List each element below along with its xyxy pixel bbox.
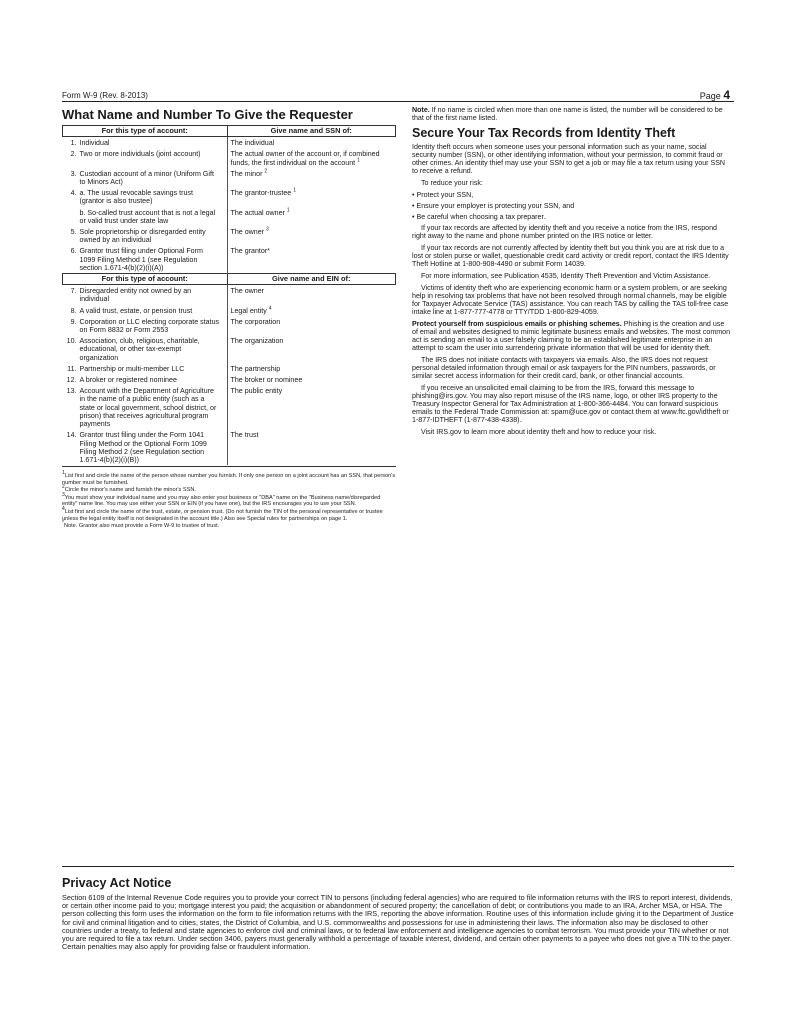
footnote-mark: 2 [62,484,65,491]
row-number: 2. [70,150,77,159]
footnote-ref: 1 [357,157,360,164]
form-label: Form W-9 (Rev. 8-2013) [62,91,148,100]
footnote [62,520,396,530]
footnote-ref: 4 [268,305,272,312]
row-number: 8. [70,306,77,315]
phishing-heading: Protect yourself from suspicious emails or phishing schemes. [412,320,622,328]
give-name-text: The broker or nominee [230,376,303,385]
footnote-ref: 1 [286,207,290,214]
id-theft-p2: To reduce your risk: [421,179,483,187]
account-type-text: Custodian account of a minor (Uniform Gift to Minors Act) [79,169,214,187]
table-row [63,285,396,305]
give-name-cell [227,385,396,429]
ein-table-body [63,285,396,465]
footnote-ref: 3 [266,226,269,233]
table-row [63,385,396,429]
risk-bullet-list [412,191,732,221]
account-type-cell [63,168,228,187]
give-name-cell [227,226,396,245]
account-type-text: A valid trust, estate, or pension trust [79,306,193,315]
table-row [63,429,396,465]
phishing-text: Phishing is the creation and use of email and websites designed to mimic legitimate business emails and websites. The most common act is sending an email to a user falsely claiming to be an established legitimate enterprise in an attempt to scam the user into surrendering private information that will be used for identity theft. [412,320,731,352]
ssn-table-body [63,137,396,274]
account-type-text: a. The usual revocable savings trust (grantor is also trustee) [79,189,193,206]
table-row [63,305,396,316]
give-name-text: The organization [230,337,284,346]
give-name-cell [227,207,396,226]
privacy-rule [62,866,734,867]
ssn-col-account-header: For this type of account: [63,126,228,137]
account-type-text: Grantor trust filing under the Form 1041 Filing Method or the Optional Form 1099 Filing Method 2 (see Regulation section 1.671-4(b)(2)(i)(B)) [79,431,207,464]
page-number: 4 [723,88,730,102]
bullet-text: Protect your SSN, [416,191,474,199]
footnote-text: List first and circle the name of the trust, estate, or pension trust. (Do not furnish the TIN of the personal representative or trustee unless the legal entity itself is not designated in the account title.) Also see Special rules for partnerships on page 1. [62,509,383,522]
give-name-cell [227,316,396,335]
account-type-text: Individual [79,139,110,148]
id-theft-p10: Visit IRS.gov to learn more about identity theft and how to reduce your risk. [421,428,657,436]
account-type-cell [63,207,228,226]
identity-theft-title: Secure Your Tax Records from Identity Theft [412,126,676,140]
account-type-cell [63,245,228,273]
footnote [62,484,396,494]
footnote-text: You must show your individual name and you may also enter your business or "DBA" name on the "Business name/disregarded entity" name line. You may use either your SSN or EIN (if you have one), but the IRS encourages you to use your SSN. [62,494,381,508]
footnotes [62,470,396,530]
table-row [63,187,396,206]
footnote-text: Note. Grantor also must provide a Form W-9 to trustee of trust. [63,523,220,530]
ein-col-account-header: For this type of account: [63,274,228,285]
give-name-text: The grantor-trustee [230,189,292,198]
give-name-text: The actual owner of the account or, if combined funds, the first individual on the account [230,150,380,167]
row-number: 10. [66,337,77,346]
table-row [63,245,396,273]
give-name-cell [227,429,396,465]
account-type-text: Disregarded entity not owned by an individual [79,287,192,304]
account-type-cell [63,335,228,363]
give-name-text: The public entity [230,387,283,396]
give-name-cell [227,168,396,187]
account-type-text: Corporation or LLC electing corporate status on Form 8832 or Form 2553 [79,317,220,335]
account-type-text: b. So-called trust account that is not a legal or valid trust under state law [79,208,216,225]
give-name-text: The corporation [230,317,281,326]
privacy-text: Section 6109 of the Internal Revenue Code requires you to provide your correct TIN to persons (including federal agencies) who are required to file information returns with the IRS to report interest, dividends, or certain other income paid to you; mortgage interest you paid; the acquisition or abandonment of secured property; the cancellation of debt; or contributions you made to an IRA, Archer MSA, or HSA. The person collecting this form uses the information on the form to file information returns with the IRS, reporting the above information. Routine uses of this information include giving it to the Department of Justice for civil and criminal litigation and to cities, states, the District of Columbia, and U.S. commonwealths and possessions for use in administering their laws. The information also may be disclosed to other countries under a treaty, to federal and state agencies to enforce civil and criminal laws, or to federal law enforcement and intelligence agencies to combat terrorism. You must provide your TIN whether or not you are required to file a tax return. Under section 3406, payers must generally withhold a percentage of taxable interest, dividend, and certain other payments to a payee who does not give a TIN to the payer. Certain penalties may also apply for providing false or fraudulent information. [62,893,734,952]
note-paragraph: Note. If no name is circled when more than one name is listed, the number will be considered to be that of the first name listed. [412,106,723,122]
account-type-text: Two or more individuals (joint account) [79,150,201,159]
row-number: 5. [70,228,77,237]
account-type-text: A broker or registered nominee [79,376,177,385]
give-name-text: The partnership [230,364,281,373]
bullet-text: Ensure your employer is protecting your SSN, and [416,202,575,210]
give-name-cell [227,305,396,316]
id-theft-p5: For more information, see Publication 4535, Identity Theft Prevention and Victim Assistance. [421,272,711,280]
row-number: 3. [70,169,77,178]
table-row [63,363,396,374]
give-name-cell [227,245,396,273]
give-name-text: The individual [230,139,275,148]
give-name-cell [227,285,396,305]
account-type-cell [63,316,228,335]
give-name-cell [227,148,396,167]
bullet-icon: • [412,213,417,221]
footnote-ref: 2 [264,168,268,175]
bullet-icon: • [412,202,417,210]
row-number: 9. [70,317,77,326]
right-column [412,106,732,440]
id-theft-p8: The IRS does not initiate contacts with taxpayers via emails. Also, the IRS does not request personal detailed information through email or ask taxpayers for the PIN numbers, passwords, or similar secret access information for their credit card, bank, or other financial accounts. [412,356,716,380]
give-name-cell [227,335,396,363]
table-row [63,316,396,335]
row-number: 11. [67,364,77,373]
footnote-mark: 1 [62,470,65,477]
bullet-item [412,213,732,221]
row-number: 6. [70,247,77,256]
row-number: 4. [70,189,77,198]
footnote-mark: * [62,520,64,527]
bullet-text: Be careful when choosing a tax preparer. [416,213,546,221]
account-type-text: Partnership or multi-member LLC [79,364,185,373]
account-type-cell [63,429,228,465]
left-column [62,103,396,531]
footnote [62,506,396,522]
account-type-cell [63,285,228,305]
account-type-text: Association, club, religious, charitable, educational, or other tax-exempt organization [79,337,200,362]
table-row [63,335,396,363]
row-number: 13. [66,387,77,396]
note-text: If no name is circled when more than one name is listed, the number will be considered to be that of the first name listed. [412,106,723,122]
account-type-cell [63,363,228,374]
table-bottom-rule [62,466,396,467]
give-name-text: The minor [230,169,263,178]
give-name-cell [227,187,396,206]
give-name-text: Legal entity [230,306,267,315]
footnote-ref: 1 [293,187,296,194]
ssn-table [62,125,396,465]
ein-col-give-header: Give name and EIN of: [227,274,396,285]
give-name-cell [227,363,396,374]
page-indicator [700,88,730,102]
give-name-cell [227,137,396,149]
page-word: Page [699,91,721,101]
privacy-title: Privacy Act Notice [62,876,172,890]
bullet-item [412,202,732,210]
give-name-text: The grantor* [230,247,270,256]
give-name-cell [227,374,396,385]
privacy-section [62,876,734,951]
give-name-text: The actual owner [230,208,285,217]
footnote [62,492,396,508]
account-type-text: Sole proprietorship or disregarded entity owned by an individual [79,228,206,245]
row-number: 12. [66,376,77,385]
id-theft-p3: If your tax records are affected by identity theft and you receive a notice from the IRS, respond right away to the name and phone number printed on the IRS notice or letter. [412,224,717,240]
account-type-cell [63,148,228,167]
account-type-text: Account with the Department of Agriculture in the name of a public entity (such as a state or local government, school district, or prison) that receives agricultural program payments [79,387,217,429]
row-number: 7. [70,287,77,296]
account-type-cell [63,374,228,385]
footnote-mark: 4 [62,506,65,513]
account-type-cell [63,305,228,316]
account-type-cell [63,137,228,149]
id-theft-p1: Identity theft occurs when someone uses your personal information such as your name, social security number (SSN), or other identifying information, without your permission, to commit fraud or other crimes. An identity thief may use your SSN to get a job or may file a tax return using your SSN to receive a refund. [412,143,726,175]
account-type-cell [63,385,228,429]
table-row [63,168,396,187]
id-theft-p6: Victims of identity theft who are experiencing economic harm or a system problem, or are seeking help in resolving tax problems that have not been resolved through normal channels, may be eligible for Taxpayer Advocate Service (TAS) assistance. You can reach TAS by calling the TAS toll-free case intake line at 1-877-777-4778 or TTY/TDD 1-800-829-4059. [412,284,729,316]
give-name-text: The owner [230,228,265,237]
footnote [62,470,396,486]
account-type-text: Grantor trust filing under Optional Form 1099 Filing Method 1 (see Regulation section 1.671-4(b)(2)(i)(A)) [79,247,203,272]
id-theft-p4: If your tax records are not currently affected by identity theft but you think you are at risk due to a lost or stolen purse or wallet, questionable credit card activity or credit report, contact the IRS Identity Theft Hotline at 1-800-908-4490 or submit Form 14039. [412,244,729,268]
give-name-text: The trust [230,431,259,440]
bullet-icon: • [412,191,417,199]
footnote-text: Circle the minor's name and furnish the minor's SSN. [64,487,196,494]
table-row [63,374,396,385]
account-type-cell [63,226,228,245]
requester-table-title: What Name and Number To Give the Requester [62,107,353,122]
table-row [63,226,396,245]
row-number: 14. [66,431,77,440]
table-row [63,148,396,167]
ssn-col-give-header: Give name and SSN of: [227,126,396,137]
row-number: 1. [70,139,77,148]
account-type-cell [63,187,228,206]
id-theft-p9: If you receive an unsolicited email claiming to be from the IRS, forward this message to phishing@irs.gov. You may also report misuse of the IRS name, logo, or other IRS property to the Treasury Inspector General for Tax Administration at 1-800-366-4484. You can forward suspicious emails to the Federal Trade Commission at: spam@uce.gov or contact them at www.ftc.gov/idtheft or 1-877-IDTHEFT (1-877-438-4338). [412,384,729,424]
header-rule [62,101,734,102]
footnote-text: List first and circle the name of the person whose number you furnish. If only one person on a joint account has an SSN, that person's number must be furnished. [62,473,396,486]
table-row [63,207,396,226]
id-theft-p7 [412,320,732,352]
footnote-mark: 3 [62,492,65,499]
table-row [63,137,396,149]
give-name-text: The owner [230,287,265,296]
bullet-item [412,191,732,199]
